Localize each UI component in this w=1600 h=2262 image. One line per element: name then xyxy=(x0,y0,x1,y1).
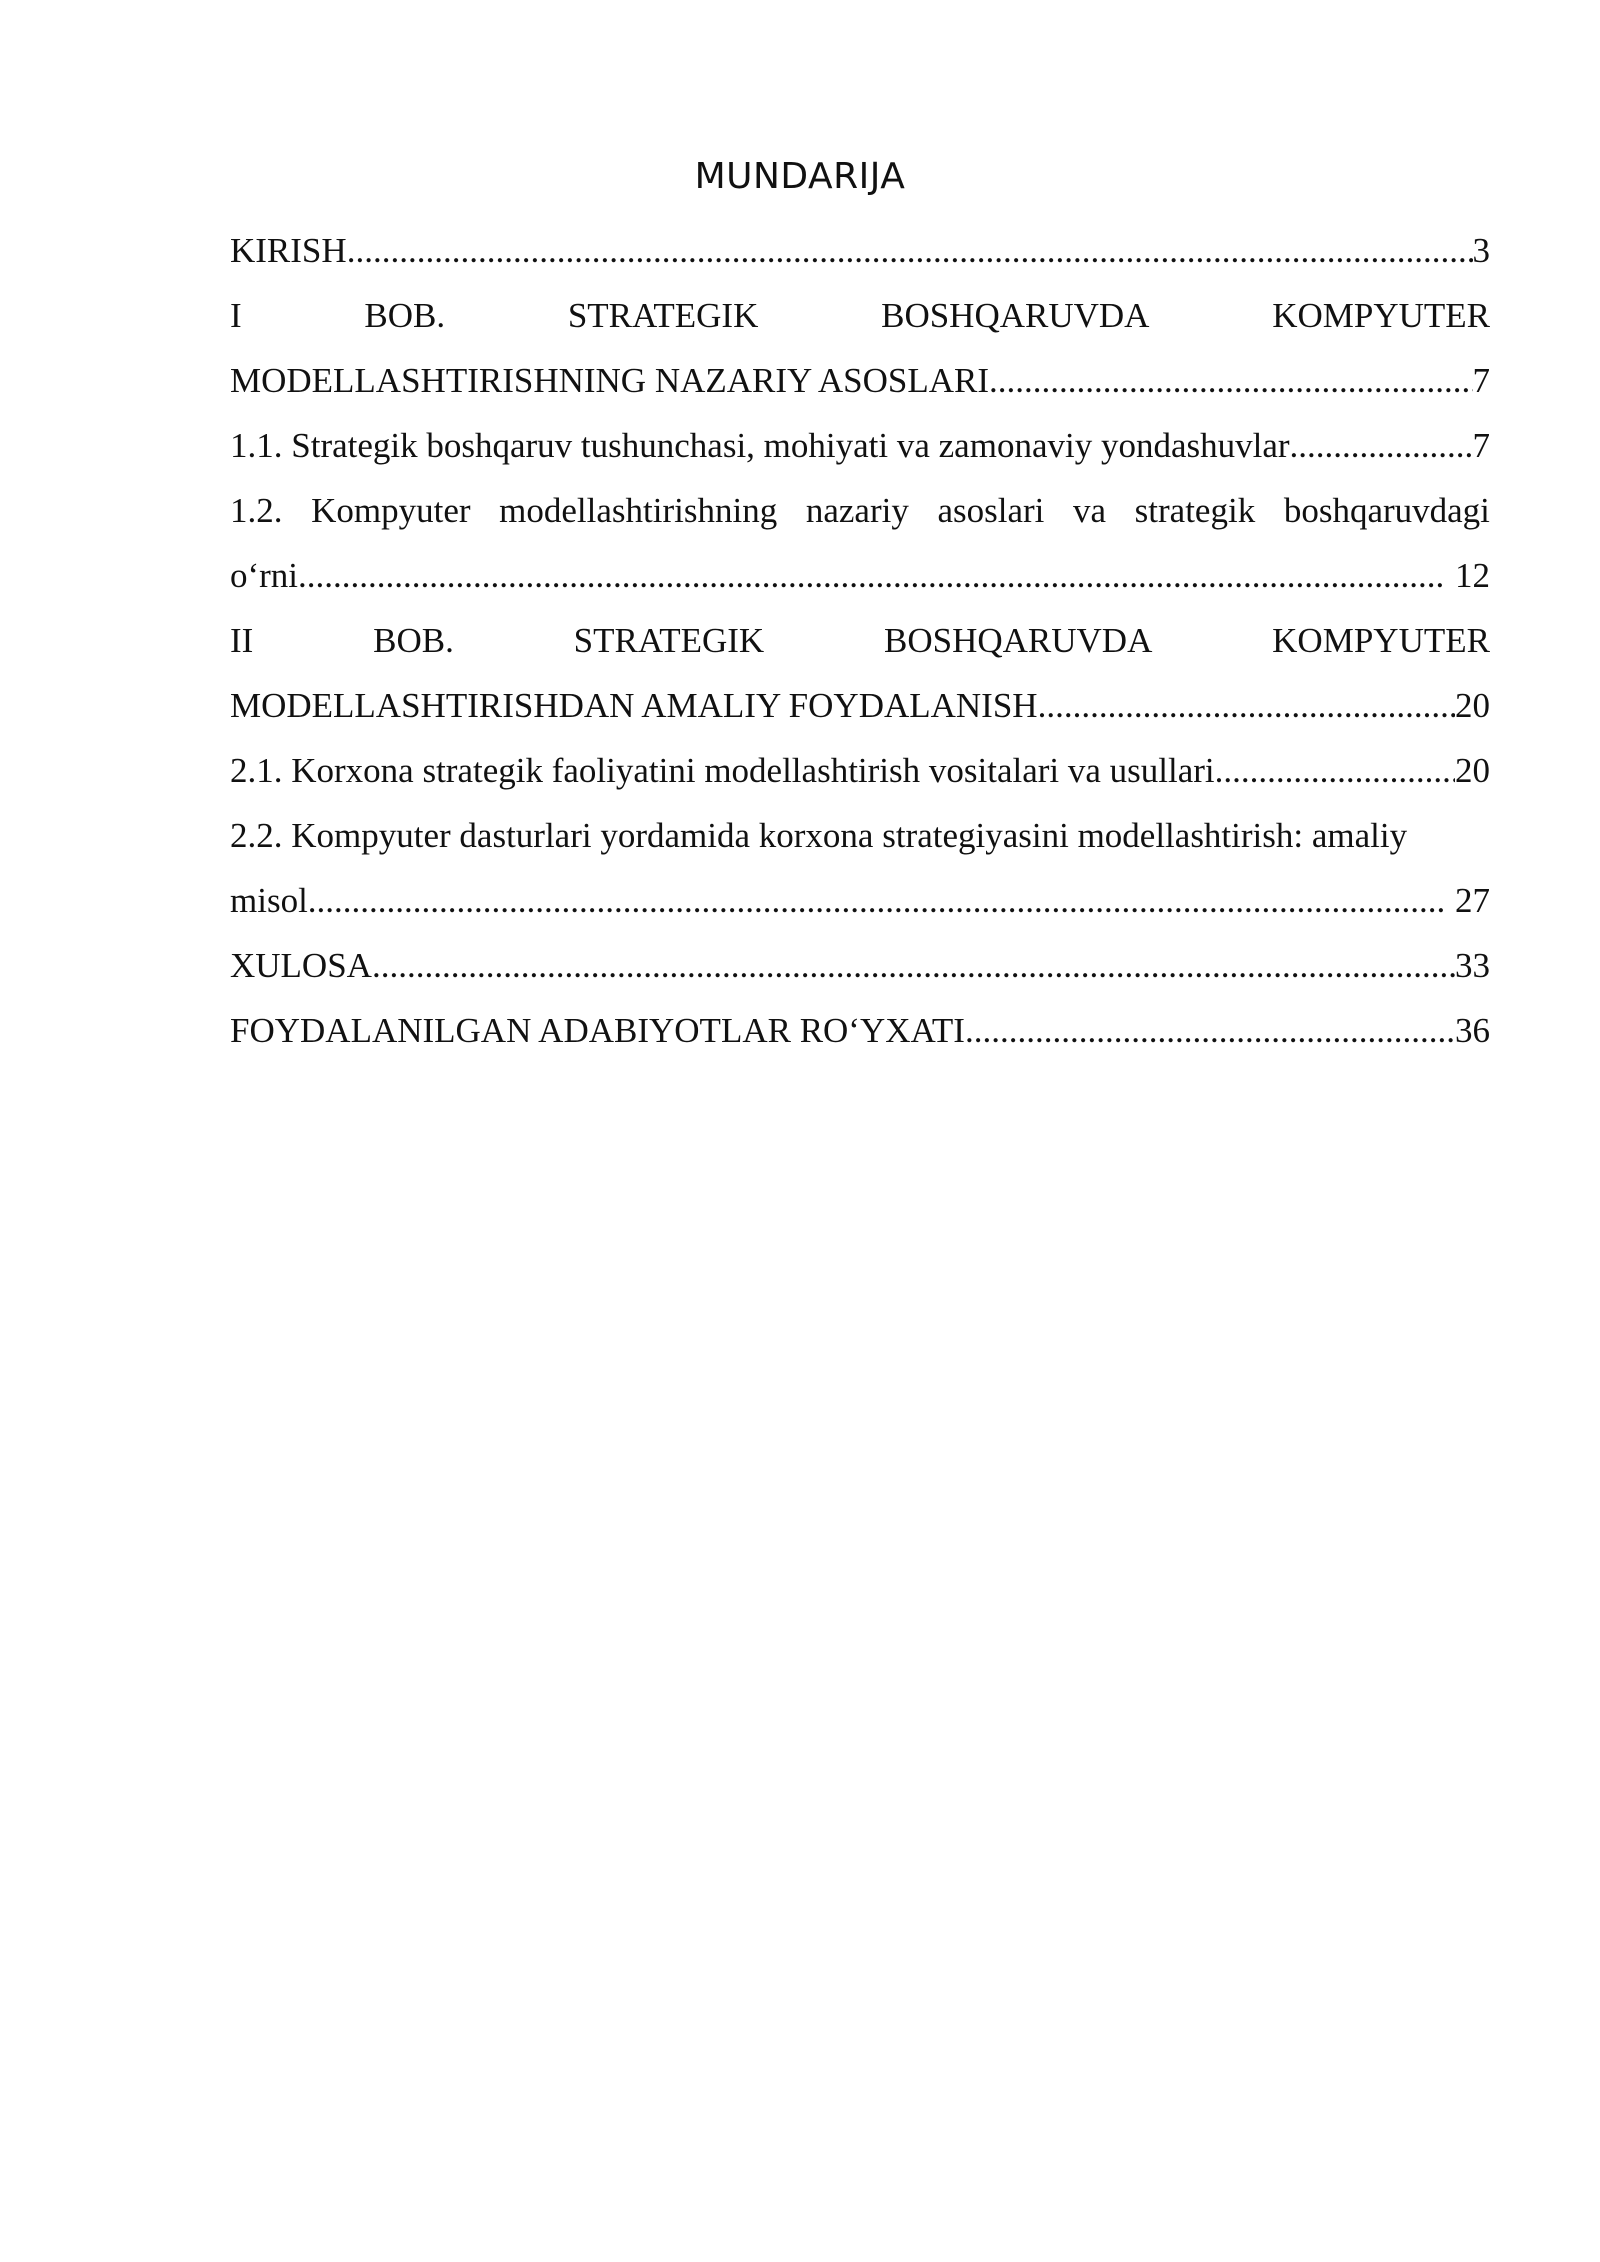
toc-page-number: 33 xyxy=(1455,946,1490,985)
chapter-word: STRATEGIK xyxy=(567,296,759,335)
toc-entry-1-2-first-line[interactable] xyxy=(230,478,1490,543)
chapter-word: II xyxy=(230,621,254,660)
toc-entry-label: FOYDALANILGAN ADABIYOTLAR RO‘YXATI xyxy=(230,1011,965,1050)
toc-chapter-2-heading-line[interactable] xyxy=(230,608,1490,673)
toc-entry-chapter-1[interactable] xyxy=(230,348,1490,413)
toc-word: strategik xyxy=(1134,491,1256,530)
toc-page-number: 36 xyxy=(1455,1011,1490,1050)
toc-word: asoslari xyxy=(937,491,1045,530)
toc-entry-2-2-first-line[interactable] xyxy=(230,803,1490,868)
toc-entry-2-2[interactable] xyxy=(230,868,1490,933)
dot-leader xyxy=(347,218,1473,283)
chapter-word: I xyxy=(230,296,242,335)
toc-entry-1-2[interactable] xyxy=(230,543,1490,608)
dot-leader xyxy=(1290,413,1473,478)
page-title: MUNDARIJA xyxy=(694,156,906,197)
dot-leader xyxy=(1038,673,1455,738)
toc-word: va xyxy=(1073,491,1107,530)
toc-entry-label: MODELLASHTIRISHNING NAZARIY ASOSLARI xyxy=(230,361,989,400)
toc-word: 1.2. xyxy=(230,491,283,530)
toc-entry-label: KIRISH xyxy=(230,231,347,270)
chapter-word: BOB. xyxy=(373,621,454,660)
toc-entry-references[interactable] xyxy=(230,998,1490,1063)
toc-entry-label: misol xyxy=(230,881,308,920)
chapter-word: KOMPYUTER xyxy=(1272,296,1490,335)
toc-entry-label: 1.1. Strategik boshqaruv tushunchasi, mohiyati va zamonaviy yondashuvlar xyxy=(230,426,1290,465)
chapter-word: STRATEGIK xyxy=(573,621,765,660)
dot-leader xyxy=(1215,738,1455,803)
toc-page-number: 12 xyxy=(1446,556,1490,595)
dot-leader xyxy=(298,543,1446,608)
toc-entry-label: 2.2. Kompyuter dasturlari yordamida korxona strategiyasini modellashtirish: amaliy xyxy=(230,816,1408,855)
toc-page-number: 20 xyxy=(1455,686,1490,725)
toc-page-number: 27 xyxy=(1446,881,1490,920)
toc-word: modellashtirishning xyxy=(499,491,778,530)
toc-page-number: 7 xyxy=(1472,361,1490,400)
toc-word: nazariy xyxy=(805,491,909,530)
toc-entry-1-1[interactable] xyxy=(230,413,1490,478)
toc-word: Kompyuter xyxy=(311,491,471,530)
toc-entry-2-1[interactable] xyxy=(230,738,1490,803)
toc-entry-kirish[interactable] xyxy=(230,218,1490,283)
chapter-word: BOB. xyxy=(364,296,446,335)
table-of-contents xyxy=(230,218,1490,1063)
toc-entry-label: MODELLASHTIRISHDAN AMALIY FOYDALANISH xyxy=(230,686,1038,725)
dot-leader xyxy=(372,933,1455,998)
toc-chapter-1-heading-line[interactable] xyxy=(230,283,1490,348)
toc-entry-xulosa[interactable] xyxy=(230,933,1490,998)
toc-page-number: 7 xyxy=(1472,426,1490,465)
toc-page-number: 20 xyxy=(1455,751,1490,790)
chapter-word: KOMPYUTER xyxy=(1272,621,1490,660)
toc-entry-label: 2.1. Korxona strategik faoliyatini modellashtirish vositalari va usullari xyxy=(230,751,1215,790)
toc-word: boshqaruvdagi xyxy=(1283,491,1490,530)
chapter-word: BOSHQARUVDA xyxy=(883,621,1153,660)
chapter-word: BOSHQARUVDA xyxy=(881,296,1150,335)
toc-page-number: 3 xyxy=(1472,231,1490,270)
toc-entry-label: o‘rni xyxy=(230,556,299,595)
toc-entry-label: XULOSA xyxy=(230,946,372,985)
dot-leader xyxy=(308,868,1446,933)
dot-leader xyxy=(965,998,1455,1063)
toc-entry-chapter-2[interactable] xyxy=(230,673,1490,738)
dot-leader xyxy=(989,348,1473,413)
